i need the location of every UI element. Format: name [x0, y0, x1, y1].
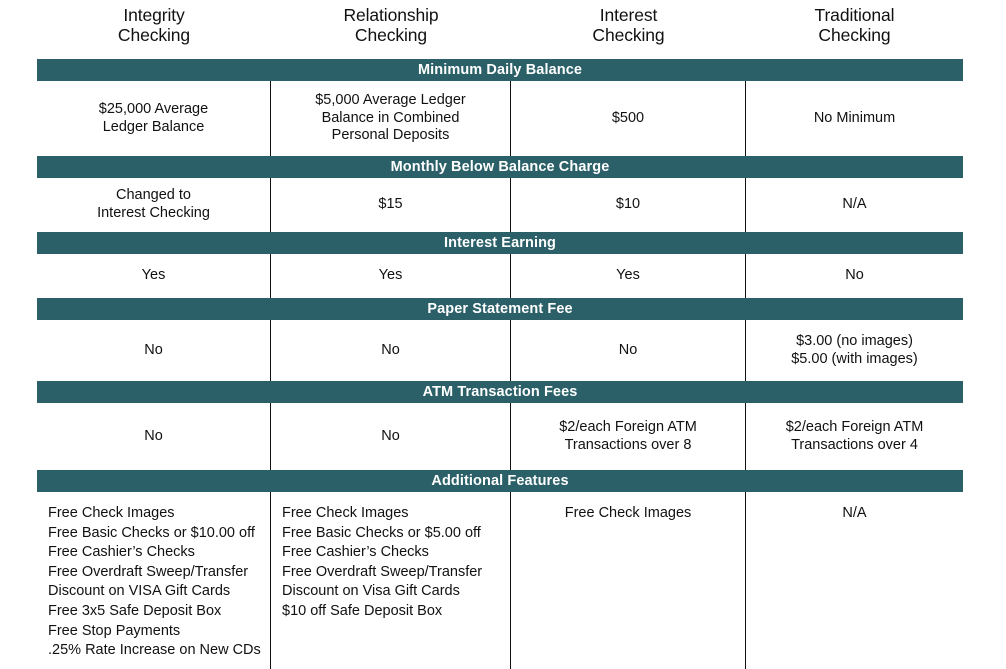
cell-integrity-atm-transaction-fees — [37, 403, 271, 470]
section-header-minimum-daily-balance: Minimum Daily Balance — [37, 59, 963, 81]
column-header-integrity-checking — [37, 0, 271, 46]
section-header-interest-earning: Interest Earning — [37, 232, 963, 254]
cell-line: Personal Deposits — [331, 127, 450, 144]
cell-line: $5,000 Average Ledger — [315, 91, 466, 108]
cell-line: Ledger Balance — [102, 118, 205, 135]
feature-list-item: Discount on Visa Gift Cards — [282, 583, 460, 600]
cell-interest-monthly-below-balance-charge — [511, 178, 746, 232]
feature-list-item: Free Basic Checks or $5.00 off — [282, 524, 481, 541]
data-row-interest-earning — [37, 254, 963, 298]
column-header-line-2: Checking — [117, 25, 191, 46]
feature-list-item: Free Check Images — [48, 505, 175, 521]
data-row-monthly-below-balance-charge — [37, 178, 963, 232]
cell-relationship-minimum-daily-balance — [271, 81, 511, 156]
cell-traditional-atm-transaction-fees — [746, 403, 963, 470]
data-row-minimum-daily-balance — [37, 81, 963, 156]
feature-list-integrity — [37, 492, 270, 661]
cell-traditional-additional-features — [746, 492, 963, 669]
cell-line: No — [381, 341, 400, 358]
cell-integrity-monthly-below-balance-charge — [37, 178, 271, 232]
cell-traditional-paper-statement-fee — [746, 320, 963, 381]
cell-line: Transactions over 8 — [564, 436, 692, 453]
cell-interest-atm-transaction-fees — [511, 403, 746, 470]
data-row-atm-transaction-fees — [37, 403, 963, 470]
cell-traditional-interest-earning — [746, 254, 963, 298]
cell-relationship-atm-transaction-fees — [271, 403, 511, 470]
cell-line: $15 — [378, 196, 403, 213]
feature-list-item: Free 3x5 Safe Deposit Box — [48, 602, 222, 619]
feature-list-item: $10 off Safe Deposit Box — [282, 602, 443, 619]
cell-line: N/A — [842, 196, 867, 213]
cell-relationship-additional-features — [271, 492, 511, 669]
column-header-traditional-checking — [746, 0, 963, 46]
column-header-line-1: Relationship — [343, 5, 439, 25]
feature-list-item: Free Check Images — [282, 505, 409, 521]
cell-line: No — [845, 267, 864, 284]
cell-line: Transactions over 4 — [791, 436, 918, 453]
column-header-interest-checking — [511, 0, 746, 46]
cell-line: $2/each Foreign ATM — [559, 418, 697, 435]
feature-list-item: Free Basic Checks or $10.00 off — [48, 524, 255, 541]
cell-line: $25,000 Average — [98, 100, 209, 117]
checking-account-comparison-table — [37, 0, 963, 669]
feature-list-item: Free Overdraft Sweep/Transfer — [282, 563, 483, 580]
cell-line: Yes — [616, 267, 640, 284]
cell-traditional-minimum-daily-balance — [746, 81, 963, 156]
feature-text-traditional: N/A — [842, 505, 867, 521]
cell-line: Interest Checking — [97, 205, 210, 221]
column-header-relationship-checking — [271, 0, 511, 46]
cell-line: No — [144, 341, 163, 358]
section-header-additional-features: Additional Features — [37, 470, 963, 492]
cell-line: $5.00 (with images) — [791, 350, 918, 367]
cell-integrity-additional-features — [37, 492, 271, 669]
feature-list-item: Free Overdraft Sweep/Transfer — [48, 563, 249, 580]
feature-list-item: Free Cashier’s Checks — [48, 544, 195, 561]
cell-line: No Minimum — [813, 109, 896, 126]
section-header-monthly-below-balance-charge: Monthly Below Balance Charge — [37, 156, 963, 178]
cell-interest-paper-statement-fee — [511, 320, 746, 381]
cell-line: Balance in Combined — [321, 109, 460, 126]
cell-line: No — [381, 427, 400, 444]
data-row-additional-features — [37, 492, 963, 669]
cell-interest-additional-features — [511, 492, 746, 669]
cell-line: $10 — [615, 196, 641, 213]
column-header-row — [37, 0, 963, 59]
cell-traditional-monthly-below-balance-charge — [746, 178, 963, 232]
feature-list-item: .25% Rate Increase on New CDs — [48, 642, 261, 659]
cell-line: Yes — [141, 267, 166, 284]
cell-relationship-monthly-below-balance-charge — [271, 178, 511, 232]
cell-integrity-minimum-daily-balance — [37, 81, 271, 156]
column-header-line-2: Checking — [592, 25, 665, 46]
cell-interest-minimum-daily-balance — [511, 81, 746, 156]
column-header-line-2: Checking — [818, 25, 891, 46]
data-row-paper-statement-fee — [37, 320, 963, 381]
cell-line: $3.00 (no images) — [796, 332, 913, 349]
feature-list-item: Discount on VISA Gift Cards — [48, 583, 231, 600]
cell-line: Yes — [378, 267, 403, 284]
column-header-line-2: Checking — [354, 25, 428, 46]
cell-line: $500 — [611, 109, 645, 126]
section-header-atm-transaction-fees: ATM Transaction Fees — [37, 381, 963, 403]
section-header-paper-statement-fee: Paper Statement Fee — [37, 298, 963, 320]
cell-line: $2/each Foreign ATM — [785, 418, 924, 435]
cell-integrity-interest-earning — [37, 254, 271, 298]
cell-line: Changed to — [116, 187, 191, 204]
column-header-line-1: Traditional — [814, 5, 895, 25]
cell-integrity-paper-statement-fee — [37, 320, 271, 381]
cell-relationship-paper-statement-fee — [271, 320, 511, 381]
column-header-line-1: Integrity — [123, 5, 185, 25]
cell-relationship-interest-earning — [271, 254, 511, 298]
feature-list-item: Free Stop Payments — [48, 622, 181, 639]
cell-interest-interest-earning — [511, 254, 746, 298]
column-header-line-1: Interest — [599, 5, 658, 25]
cell-line: No — [618, 341, 638, 358]
feature-list-relationship — [271, 492, 510, 622]
feature-list-item: Free Cashier’s Checks — [282, 544, 429, 561]
cell-line: No — [144, 427, 163, 444]
feature-text-interest: Free Check Images — [564, 505, 692, 521]
